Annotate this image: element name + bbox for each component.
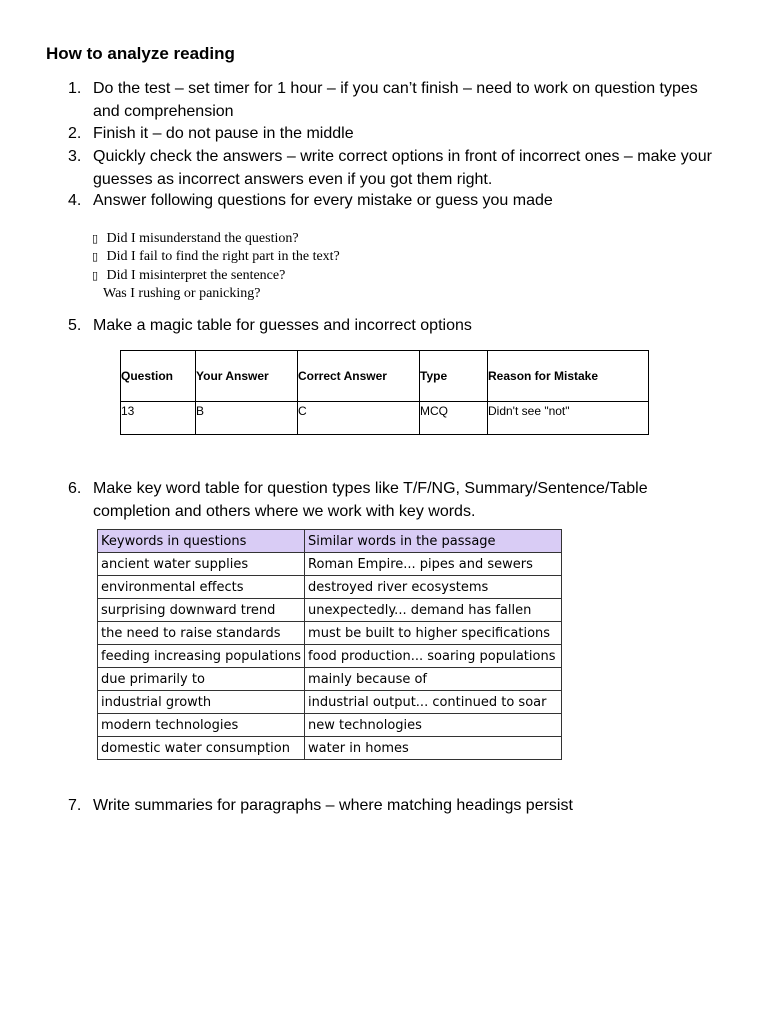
question-row xyxy=(92,248,340,266)
step-text: Make key word table for question types like T/F/NG, Summary/Sentence/Table completion and others where we work with key words. xyxy=(93,480,648,520)
keyword-cell: modern technologies xyxy=(98,714,305,737)
column-header: Keywords in questions xyxy=(98,530,305,553)
passage-cell: must be built to higher specifications xyxy=(305,622,562,645)
column-header: Similar words in the passage xyxy=(305,530,562,553)
step-number: 1. xyxy=(68,80,82,97)
table-header-row xyxy=(98,530,562,553)
step-text: Make a magic table for guesses and incorrect options xyxy=(93,317,472,334)
table-row xyxy=(121,402,649,435)
question-text: Did I misunderstand the question? xyxy=(103,231,299,246)
passage-cell: unexpectedly... demand has fallen xyxy=(305,599,562,622)
keyword-cell: industrial growth xyxy=(98,691,305,714)
question-text: Was I rushing or panicking? xyxy=(103,285,261,301)
question-row xyxy=(92,267,340,285)
column-header: Your Answer xyxy=(196,351,298,402)
keyword-table xyxy=(97,529,562,760)
table-cell: MCQ xyxy=(420,402,488,435)
column-header: Correct Answer xyxy=(298,351,420,402)
table-header-row xyxy=(121,351,649,402)
keyword-cell: surprising downward trend xyxy=(98,599,305,622)
table-row xyxy=(98,576,562,599)
table-row xyxy=(98,691,562,714)
passage-cell: food production... soaring populations xyxy=(305,645,562,668)
step-text: Finish it – do not pause in the middle xyxy=(93,125,354,142)
column-header: Reason for Mistake xyxy=(488,351,649,402)
step-number: 3. xyxy=(68,148,82,165)
passage-cell: water in homes xyxy=(305,737,562,760)
table-cell: C xyxy=(298,402,420,435)
keyword-cell: the need to raise standards xyxy=(98,622,305,645)
column-header: Question xyxy=(121,351,196,402)
self-check-questions xyxy=(92,230,340,302)
table-row xyxy=(98,622,562,645)
step-number: 6. xyxy=(68,480,82,497)
keyword-cell: feeding increasing populations xyxy=(98,645,305,668)
table-row xyxy=(98,599,562,622)
checkbox-icon: ▯ xyxy=(92,269,99,282)
checkbox-icon: ▯ xyxy=(92,251,99,264)
table-row xyxy=(98,668,562,691)
table-row xyxy=(98,645,562,668)
step-text: Quickly check the answers – write correct options in front of incorrect ones – make your guesses as incorrect answers even if you got them right. xyxy=(93,148,712,188)
keyword-cell: due primarily to xyxy=(98,668,305,691)
magic-table xyxy=(120,350,649,435)
step-number: 7. xyxy=(68,797,82,814)
column-header: Type xyxy=(420,351,488,402)
table-cell: B xyxy=(196,402,298,435)
step-text: Answer following questions for every mistake or guess you made xyxy=(93,192,553,209)
step-number: 4. xyxy=(68,192,82,209)
question-text: Did I fail to find the right part in the text? xyxy=(103,249,340,265)
table-row xyxy=(98,737,562,760)
step-text: Do the test – set timer for 1 hour – if you can’t finish – need to work on question types and comprehension xyxy=(93,80,698,120)
passage-cell: industrial output... continued to soar xyxy=(305,691,562,714)
table-row xyxy=(98,714,562,737)
passage-cell: mainly because of xyxy=(305,668,562,691)
step-number: 2. xyxy=(68,125,82,142)
question-text: Did I misinterpret the sentence? xyxy=(103,267,286,283)
passage-cell: new technologies xyxy=(305,714,562,737)
question-row xyxy=(92,230,340,248)
question-row xyxy=(92,285,340,302)
checkbox-icon: ▯ xyxy=(92,233,99,245)
table-cell: 13 xyxy=(121,402,196,435)
step-number: 5. xyxy=(68,317,82,334)
keyword-cell: domestic water consumption xyxy=(98,737,305,760)
step-text: Write summaries for paragraphs – where matching headings persist xyxy=(93,797,573,814)
table-row xyxy=(98,553,562,576)
passage-cell: Roman Empire... pipes and sewers xyxy=(305,553,562,576)
passage-cell: destroyed river ecosystems xyxy=(305,576,562,599)
keyword-cell: ancient water supplies xyxy=(98,553,305,576)
table-cell: Didn't see "not" xyxy=(488,402,649,435)
keyword-cell: environmental effects xyxy=(98,576,305,599)
page-title: How to analyze reading xyxy=(46,44,235,63)
